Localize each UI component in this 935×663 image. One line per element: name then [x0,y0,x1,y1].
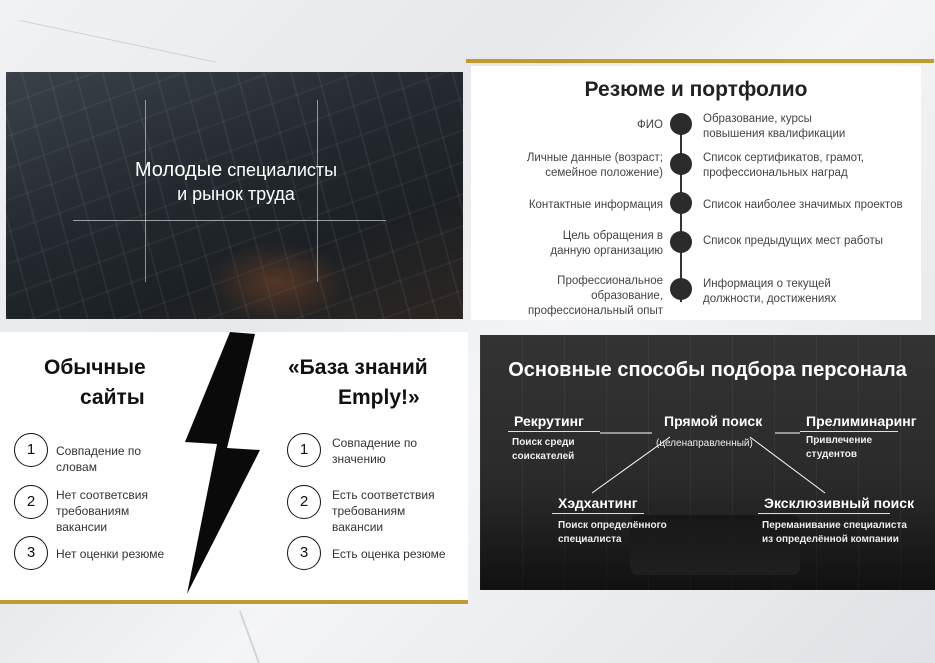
slide-resume-portfolio [471,66,921,320]
left-item: Нет соответсвия требованиям вакансии [56,488,148,534]
number-badge: 2 [287,485,321,519]
timeline-dot [670,113,692,135]
right-item: Есть соответствия требованиям вакансии [332,488,435,534]
label-underline [758,513,890,514]
timeline-dot [670,153,692,175]
slide-young-specialists [6,72,463,319]
left-item: Личные данные (возраст; семейное положение) [526,152,663,179]
right-item: Информация о текущей должности, достижениях [703,278,837,305]
title-word: специалисты [227,160,338,180]
label-underline [508,431,600,432]
method-exclusive-search: Эксклюзивный поиск [764,495,915,511]
right-heading-line1: «База знаний [288,356,428,379]
right-item: Список сертификатов, грамот, профессиональных наград [703,152,865,179]
method-direct-search: Прямой поиск [664,413,763,429]
method-desc: Поиск определённого специалиста [558,520,667,545]
left-heading-line2: сайты [80,386,145,409]
slide4-title: Основные способы подбора персонала [508,359,907,381]
left-item: Контактные информация [528,199,663,211]
left-item: Цель обращения в данную организацию [550,230,663,257]
right-item: Образование, курсы повышения квалификации [703,113,846,140]
frame-line [73,220,386,221]
right-item: Есть оценка резюме [332,547,446,561]
lightning-bolt-icon [165,332,275,594]
slide-comparison [0,332,468,600]
number-badge: 1 [287,433,321,467]
number-badge: 2 [14,485,48,519]
left-item: Профессиональное образование, профессиональный опыт [527,275,663,317]
method-preliminary: Прелиминаринг [806,413,917,429]
timeline-dot [670,231,692,253]
right-item: Список предыдущих мест работы [703,235,884,247]
left-item: Совпадение по словам [56,444,142,474]
timeline-dot [670,278,692,300]
method-headhunting: Хэдхантинг [558,495,638,511]
left-heading-line1: Обычные [44,356,146,379]
method-recruiting: Рекрутинг [514,413,584,429]
number-badge: 3 [287,536,321,570]
marble-vein [20,20,216,63]
method-desc: Переманивание специалиста из определённой компании [762,520,907,545]
marble-vein [239,611,289,663]
slide-recruiting-methods [480,335,935,590]
number-badge: 1 [14,433,48,467]
right-item: Совпадение по значению [332,436,418,466]
gold-accent-bar [0,600,468,604]
timeline-dot [670,192,692,214]
label-underline [552,513,644,514]
method-desc: Привлечение студентов [806,435,873,460]
slide1-title [116,158,356,206]
label-underline [800,431,898,432]
gold-accent-bar [466,59,934,63]
title-line: и рынок труда [177,184,295,204]
right-item: Список наиболее значимых проектов [703,199,903,211]
method-desc: Поиск среди соискателей [512,437,575,462]
right-heading-line2: Emply!» [338,386,420,409]
left-item: ФИО [637,119,663,131]
method-desc: (целенаправленный) [656,438,753,449]
window-glow [206,242,346,319]
slide2-title: Резюме и портфолио [584,78,808,101]
title-word: Молодые [134,159,223,181]
left-item: Нет оценки резюме [56,547,165,561]
number-badge: 3 [14,536,48,570]
